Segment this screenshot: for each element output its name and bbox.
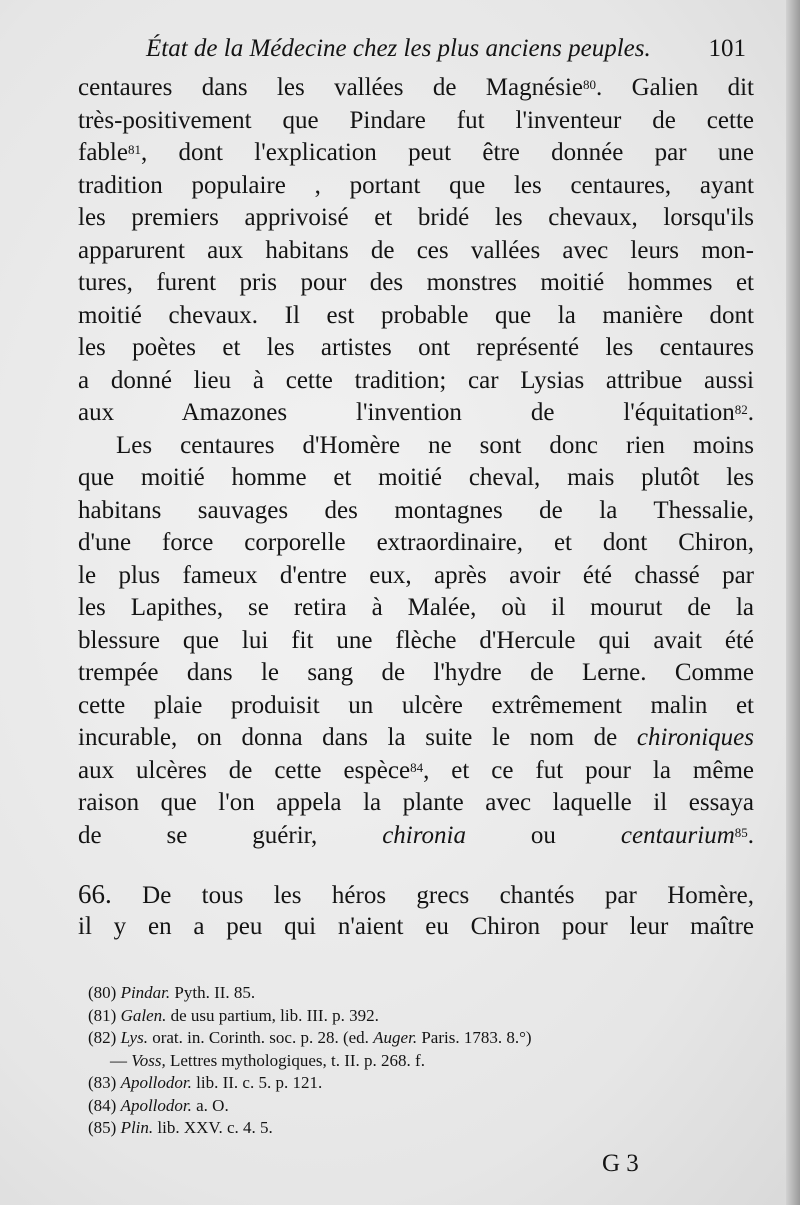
footnote-ref: 82 (734, 402, 748, 417)
section-66-line-1 (78, 878, 754, 911)
text-line (78, 235, 754, 268)
line-text: moitié chevaux. Il est probable que la manière dont (78, 301, 754, 329)
text-line (78, 137, 754, 170)
footnote (88, 1050, 768, 1073)
line-text: ou (465, 821, 621, 849)
footnote (88, 982, 768, 1005)
line-text: . (747, 821, 754, 849)
footnote-editor: Auger. (373, 1028, 418, 1047)
text-line (78, 820, 754, 853)
footnote (88, 1117, 768, 1140)
main-text (78, 72, 754, 852)
footnote-text: Pyth. II. 85. (170, 983, 256, 1002)
line-text: raison que l'on appela la plante avec laquelle il essaya (78, 789, 754, 816)
line-text: fable (78, 139, 128, 166)
text-line (78, 72, 754, 105)
line-text: les premiers apprivoisé et bridé les chevaux, lorsqu'ils (78, 204, 754, 231)
text-line (78, 690, 754, 723)
text-line (78, 170, 754, 203)
footnote-author: Galen. (120, 1005, 167, 1025)
footnote-mark: (81) (88, 1005, 121, 1025)
text-line (78, 300, 754, 333)
footnote-ref: 80 (583, 77, 596, 92)
footnote-author: Voss, (131, 1050, 166, 1070)
footnote-author: Lys. (120, 1028, 148, 1047)
footnote-text: lib. XXV. c. 4. 5. (153, 1118, 273, 1137)
footnote-text: lib. II. c. 5. p. 121. (191, 1073, 323, 1092)
footnote (88, 1095, 768, 1118)
line-text: a donné lieu à cette tradition; car Lysias attribue aussi (78, 366, 754, 394)
running-header (146, 34, 746, 64)
italic-term: centaurium (620, 821, 735, 849)
line-text: . Galien dit (596, 74, 754, 101)
footnote-mark: (80) (88, 983, 121, 1002)
footnote-ref: 81 (127, 142, 141, 157)
text-line (78, 787, 754, 820)
text-line (78, 430, 754, 463)
footnote-author: Apollodor. (120, 1095, 192, 1115)
footnote (88, 1027, 768, 1050)
footnote-text: Paris. 1783. 8.°) (417, 1028, 532, 1047)
line-text: blessure que lui fit une flèche d'Hercule qui avait été (78, 626, 754, 654)
footnote-author: Pindar. (120, 983, 171, 1002)
text-line (78, 560, 754, 593)
text-line (78, 592, 754, 625)
footnotes (88, 982, 768, 1140)
text-line (78, 397, 754, 430)
footnote-author: Plin. (120, 1118, 154, 1137)
line-text: trempée dans le sang de l'hydre de Lerne. Comme (78, 659, 754, 686)
footnote-mark: (84) (88, 1095, 121, 1115)
line-text: aux Amazones l'invention de l'équitation (78, 399, 735, 426)
text-line (78, 202, 754, 235)
footnote-mark: (82) (88, 1028, 121, 1047)
line-text: incurable, on donna dans la suite le nom de (78, 724, 637, 751)
footnote (88, 1005, 768, 1028)
line-text: centaures dans les vallées de Magnésie (78, 74, 583, 101)
page-number: 101 (708, 35, 746, 62)
text-line (78, 462, 754, 495)
line-text: habitans sauvages des montagnes de la Thessalie, (78, 496, 754, 524)
line-text: tradition populaire , portant que les centaures, ayant (78, 171, 754, 199)
running-title: État de la Médecine chez les plus anciens peuples. (146, 35, 651, 62)
text-line (78, 105, 754, 138)
text-line (78, 722, 754, 755)
section-66-text-1: De tous les héros grecs chantés par Homère, (142, 882, 754, 909)
line-text: Les centaures d'Homère ne sont donc rien moins (116, 431, 754, 459)
text-line (78, 365, 754, 398)
page-edge-shadow (786, 0, 800, 1205)
signature-mark: G 3 (602, 1150, 639, 1177)
footnote-text: de usu partium, lib. III. p. 392. (166, 1005, 379, 1025)
paragraph-centaurs-magnesia (78, 72, 754, 430)
line-text: le plus fameux d'entre eux, après avoir été chassé par (78, 561, 754, 589)
paragraph-centaurs-homer (78, 430, 754, 853)
line-text: , et ce fut pour la même (423, 756, 754, 784)
section-66-line-2: il y en a peu qui n'aient eu Chiron pour leur maître (78, 912, 754, 940)
section-66 (78, 878, 754, 943)
footnote-text: a. O. (191, 1095, 229, 1115)
text-line (78, 755, 754, 788)
line-text: tures, furent pris pour des monstres moitié hommes et (78, 269, 754, 296)
footnote-ref: 84 (410, 759, 424, 775)
line-text: . (747, 399, 754, 426)
line-text: cette plaie produisit un ulcère extrêmement malin et (78, 691, 754, 719)
text-line (78, 267, 754, 300)
footnote-author: Apollodor. (120, 1073, 192, 1092)
line-text: très-positivement que Pindare fut l'inventeur de cette (78, 106, 754, 134)
line-text: les poètes et les artistes ont représenté les centaures (78, 334, 754, 361)
footnote-ref: 85 (734, 824, 748, 840)
footnote-text: orat. in. Corinth. soc. p. 28. (ed. (147, 1028, 374, 1047)
text-line (78, 495, 754, 528)
line-text: aux ulcères de cette espèce (78, 756, 411, 784)
line-text: les Lapithes, se retira à Malée, où il mourut de la (78, 594, 754, 621)
section-number: 66. (78, 879, 112, 909)
italic-term: chironiques (636, 724, 754, 751)
text-line (78, 527, 754, 560)
line-text: d'une force corporelle extraordinaire, et dont Chiron, (78, 529, 754, 556)
text-line (78, 657, 754, 690)
line-text: de se guérir, (78, 821, 383, 849)
footnote-mark: — (110, 1050, 132, 1070)
footnote-text: Lettres mythologiques, t. II. p. 268. f. (165, 1050, 425, 1070)
footnote (88, 1072, 768, 1095)
text-line (78, 332, 754, 365)
italic-term: chironia (382, 821, 466, 849)
line-text: apparurent aux habitans de ces vallées avec leurs mon- (78, 236, 754, 264)
line-text: , dont l'explication peut être donnée par une (140, 139, 754, 166)
footnote-mark: (83) (88, 1073, 121, 1092)
text-line (78, 625, 754, 658)
footnote-mark: (85) (88, 1118, 121, 1137)
line-text: que moitié homme et moitié cheval, mais plutôt les (78, 464, 754, 491)
